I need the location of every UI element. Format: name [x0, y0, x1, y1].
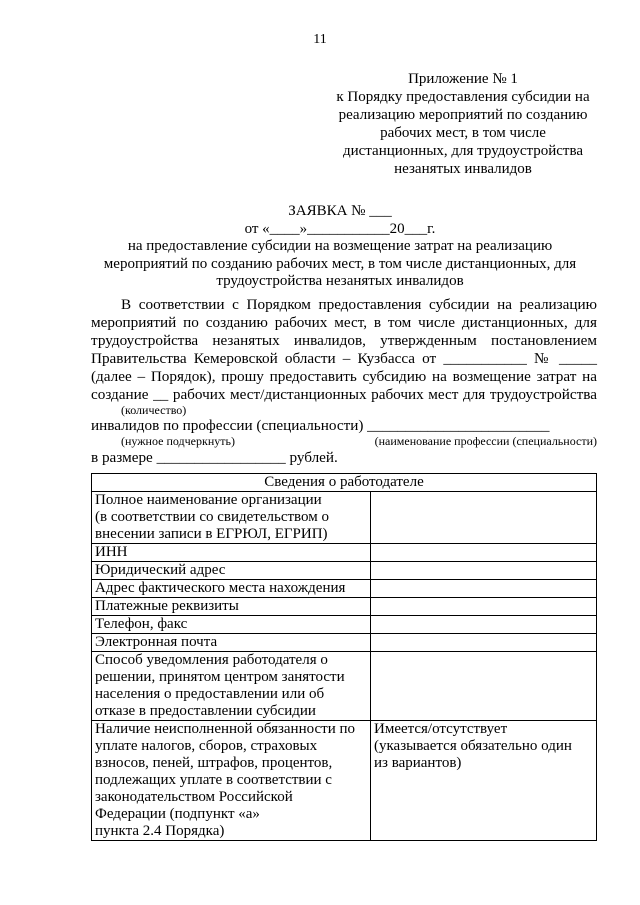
table-row: [92, 616, 597, 634]
body-line: (далее – Порядок), прошу предоставить субсидию на возмещение затрат на: [91, 368, 597, 385]
appendix-line: к Порядку предоставления субсидии на: [336, 89, 590, 105]
label-line: Электронная почта: [95, 634, 218, 650]
appendix-line: Приложение № 1: [408, 71, 518, 87]
table-row: [92, 562, 597, 580]
table-row: [92, 721, 597, 841]
table-row: [92, 652, 597, 721]
row-label: [92, 492, 371, 544]
row-label: [92, 544, 371, 562]
body-line: трудоустройства незанятых инвалидов, утвержденным постановлением: [91, 332, 597, 349]
profession-line: инвалидов по профессии (специальности) ________________________: [91, 417, 550, 434]
label-line: подлежащих уплате в соответствии с: [95, 772, 332, 788]
body-line: мероприятий по созданию рабочих мест, в том числе дистанционных, для: [91, 314, 597, 331]
row-value[interactable]: [371, 492, 597, 544]
label-line: пункта 2.4 Порядка): [95, 823, 225, 839]
row-label: [92, 580, 371, 598]
label-line: ИНН: [95, 544, 128, 560]
application-subtitle-line: на предоставление субсидии на возмещение затрат на реализацию: [127, 238, 553, 254]
note-underline: (нужное подчеркнуть): [121, 434, 235, 448]
row-value: [371, 721, 597, 841]
value-line: (указывается обязательно один: [374, 738, 572, 754]
label-line: Способ уведомления работодателя о: [95, 652, 328, 668]
appendix-line: дистанционных, для трудоустройства: [342, 143, 584, 159]
row-label: [92, 634, 371, 652]
note-quantity: (количество): [121, 403, 187, 417]
label-line: Федерации (подпункт «а»: [95, 806, 260, 822]
value-line: Имеется/отсутствует: [374, 721, 508, 737]
table-row: [92, 634, 597, 652]
row-value[interactable]: [371, 652, 597, 721]
table-row: [92, 598, 597, 616]
label-line: Платежные реквизиты: [95, 598, 239, 614]
label-line: отказе в предоставлении субсидии: [95, 703, 316, 719]
row-value[interactable]: [371, 598, 597, 616]
page-number: 11: [313, 32, 327, 47]
application-subtitle-line: мероприятий по созданию рабочих мест, в том числе дистанционных, для: [103, 255, 577, 272]
appendix-line: рабочих мест, в том числе: [380, 125, 546, 141]
row-value[interactable]: [371, 580, 597, 598]
table-row: [92, 580, 597, 598]
row-label: [92, 598, 371, 616]
application-subtitle-line: трудоустройства незанятых инвалидов: [216, 273, 464, 289]
label-line: Юридический адрес: [95, 562, 226, 578]
label-line: (в соответствии со свидетельством о: [95, 509, 329, 525]
application-date-line: от «____»___________20___г.: [244, 220, 436, 237]
employer-info-table: [91, 473, 597, 841]
label-line: населения о предоставлении или об: [95, 686, 325, 702]
table-row: [92, 492, 597, 544]
label-line: Телефон, факс: [95, 616, 188, 632]
application-title-block: [60, 203, 620, 291]
body-line: Правительства Кемеровской области – Кузбасса от ___________ № _____: [91, 350, 597, 367]
appendix-block: [318, 70, 608, 178]
value-line: из вариантов): [374, 755, 462, 771]
note-profession: (наименование профессии (специальности): [374, 434, 597, 448]
amount-line: в размере _________________ рублей.: [91, 449, 338, 466]
row-value[interactable]: [371, 544, 597, 562]
label-line: уплате налогов, сборов, страховых: [95, 738, 318, 754]
label-line: решении, принятом центром занятости: [95, 669, 345, 685]
label-line: законодательством Российской: [95, 789, 293, 805]
appendix-line: незанятых инвалидов: [394, 161, 532, 177]
body-paragraph: [91, 296, 597, 467]
table-row: [92, 544, 597, 562]
table-header: Сведения о работодателе: [92, 474, 597, 492]
row-value[interactable]: [371, 562, 597, 580]
row-label: [92, 652, 371, 721]
row-value[interactable]: [371, 616, 597, 634]
label-line: взносов, пеней, штрафов, процентов,: [95, 755, 333, 771]
label-line: Полное наименование организации: [95, 492, 322, 508]
label-line: Адрес фактического места нахождения: [95, 580, 346, 596]
row-label: [92, 562, 371, 580]
notes-row: [91, 435, 597, 449]
row-label: [92, 721, 371, 841]
label-line: внесении записи в ЕГРЮЛ, ЕГРИП): [95, 526, 328, 542]
body-line: В соответствии с Порядком предоставления субсидии на реализацию: [121, 296, 597, 313]
row-value[interactable]: [371, 634, 597, 652]
label-line: Наличие неисполненной обязанности по: [95, 721, 356, 737]
application-heading: ЗАЯВКА № ___: [288, 203, 392, 219]
body-line: создание __ рабочих мест/дистанционных рабочих мест для трудоустройства: [91, 386, 597, 403]
row-label: [92, 616, 371, 634]
appendix-line: реализацию мероприятий по созданию: [338, 107, 588, 123]
